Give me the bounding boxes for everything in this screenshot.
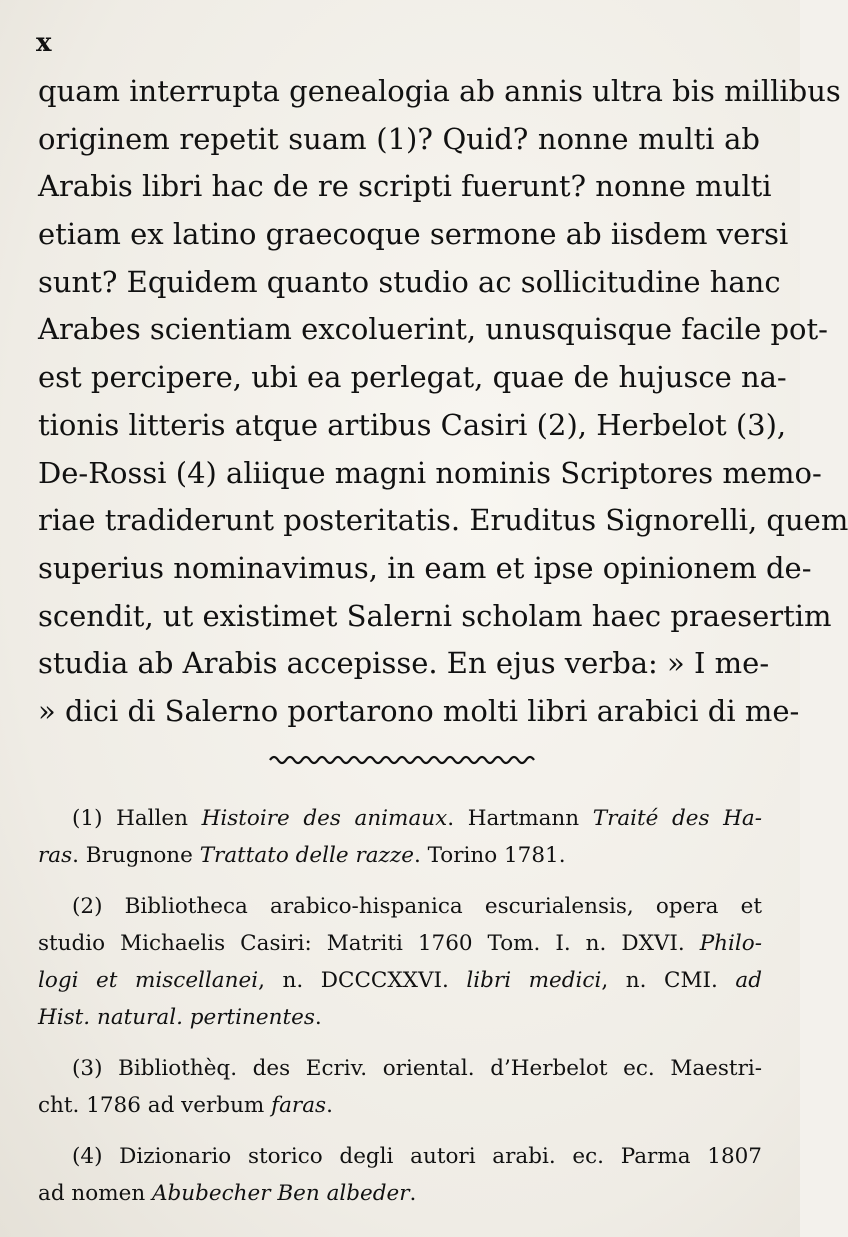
text-line: etiam ex latino graecoque sermone ab iisdem versi (38, 217, 789, 252)
text-line: quam interrupta genealogia ab annis ultra bis millibus (38, 74, 841, 108)
text-line: originem repetit suam (1)? Quid? nonne multi ab (38, 121, 760, 156)
text-line: sunt? Equidem quanto studio ac sollicitudine hanc (38, 264, 781, 299)
footnotes (38, 800, 762, 1226)
text-line: superius nominavimus, in eam et ipse opinionem de- (38, 550, 812, 585)
text-line: Arabis libri hac de re scripti fuerunt? nonne multi (38, 169, 772, 204)
text-line: est percipere, ubi ea perlegat, quae de hujusce na- (38, 360, 787, 395)
footnote-line: (3) Bibliothèq. des Ecriv. oriental. d’Herbelot ec. Maestri- (72, 1056, 762, 1081)
footnote-line: ras. Brugnone Trattato delle razze. Torino 1781. (38, 843, 566, 868)
footnote-line: logi et miscellanei, n. DCCCXXVI. libri medici, n. CMI. ad (38, 968, 763, 993)
footnote-line: Hist. natural. pertinentes. (38, 1005, 322, 1030)
text-line: studia ab Arabis accepisse. En ejus verba: » I me- (38, 646, 770, 681)
footnote-1 (38, 800, 762, 874)
text-line: scendit, ut existimet Salerni scholam haec praesertim (38, 598, 832, 633)
footnote-line: cht. 1786 ad verbum faras. (38, 1093, 333, 1118)
footnote-4 (38, 1138, 762, 1212)
text-line: De-Rossi (4) aliique magni nominis Scriptores memo- (38, 455, 822, 490)
text-line: riae tradiderunt posteritatis. Eruditus Signorelli, quem (38, 503, 848, 538)
wavy-rule-ornament (270, 752, 530, 768)
footnote-line: (4) Dizionario storico degli autori arabi. ec. Parma 1807 (72, 1144, 762, 1169)
footnote-2 (38, 888, 762, 1036)
text-line: » dici di Salerno portarono molti libri arabici di me- (38, 693, 800, 728)
footnote-line: studio Michaelis Casiri: Matriti 1760 Tom. I. n. DXVI. Philo- (38, 931, 762, 956)
footnote-line: (1) Hallen Histoire des animaux. Hartmann Traité des Ha- (72, 806, 763, 831)
text-line: tionis litteris atque artibus Casiri (2), Herbelot (3), (38, 407, 787, 442)
text-line: Arabes scientiam excoluerint, unusquisque facile pot- (38, 312, 828, 347)
footnote-line: (2) Bibliotheca arabico-hispanica escurialensis, opera et (72, 894, 762, 919)
footnote-3 (38, 1050, 762, 1124)
main-text (38, 68, 848, 736)
footnote-line: ad nomen Abubecher Ben albeder. (38, 1181, 417, 1206)
page-number: x (36, 28, 53, 58)
